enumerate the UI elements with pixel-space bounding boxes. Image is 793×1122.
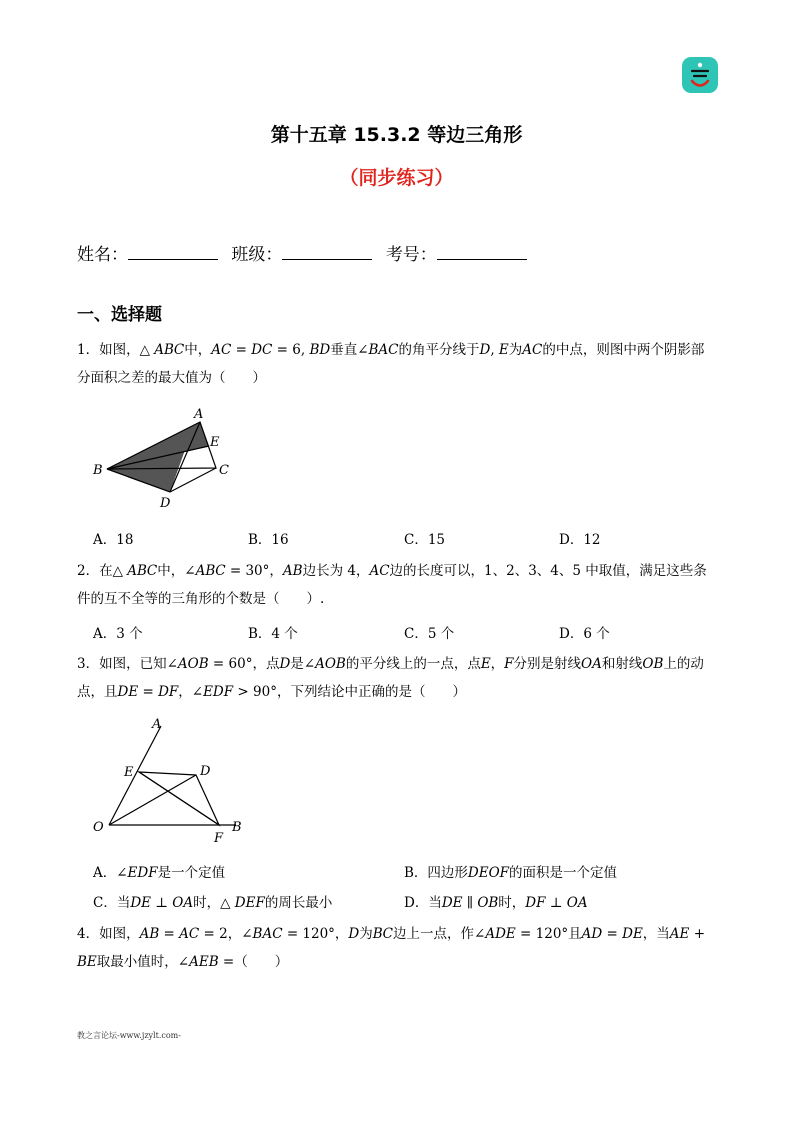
number-blank[interactable] bbox=[437, 245, 527, 260]
class-blank[interactable] bbox=[282, 245, 372, 260]
q3-option-d[interactable]: D．当𝐷𝐸 ∥ 𝑂𝐵时，𝐷𝐹 ⊥ 𝑂𝐴 bbox=[404, 895, 588, 911]
question-2-text: 2．在△ 𝐴𝐵𝐶中，∠𝐴𝐵𝐶 = 30°，𝐴𝐵边长为 4，𝐴𝐶边的长度可以，1、2、3、4、5 中取值，满足这些条件的互不全等的三角形的个数是（ ）. bbox=[77, 563, 707, 607]
q3-option-c[interactable]: C．当𝐷𝐸 ⊥ 𝑂𝐴时，△ 𝐷𝐸𝐹的周长最小 bbox=[93, 895, 333, 911]
q1-option-a[interactable]: A．18 bbox=[93, 532, 134, 548]
page-subtitle: （同步练习） bbox=[339, 167, 454, 189]
q3-option-a[interactable]: A．∠𝐸𝐷𝐹是一个定值 bbox=[93, 865, 226, 881]
figure-label: E bbox=[124, 765, 134, 780]
q1-option-c[interactable]: C．15 bbox=[404, 532, 446, 548]
section-title: 一、选择题 bbox=[77, 305, 162, 325]
figure-label: A bbox=[194, 407, 204, 422]
q1-option-b[interactable]: B．16 bbox=[248, 532, 289, 548]
figure-label: F bbox=[214, 831, 224, 846]
question-3-figure bbox=[90, 712, 260, 851]
q1-option-d[interactable]: D．12 bbox=[559, 532, 601, 548]
figure-label: B bbox=[93, 463, 103, 478]
page-title: 第十五章 15.3.2 等边三角形 bbox=[270, 124, 523, 146]
question-4-text: 4．如图，𝐴𝐵 = 𝐴𝐶 = 2，∠𝐵𝐴𝐶 = 120°，𝐷为𝐵𝐶边上一点，作∠𝐴𝐷𝐸 = 120°且𝐴𝐷 = 𝐷𝐸，当𝐴𝐸 + 𝐵𝐸取最小值时，∠𝐴𝐸𝐵 =（ ） bbox=[77, 926, 706, 970]
figure-label: D bbox=[160, 496, 171, 511]
figure-label: B bbox=[232, 820, 242, 835]
question-1-figure bbox=[90, 402, 250, 518]
figure-label: O bbox=[93, 820, 104, 835]
figure-label: D bbox=[200, 764, 211, 779]
class-label: 班级： bbox=[231, 245, 283, 265]
student-info bbox=[77, 240, 535, 265]
q2-option-b[interactable]: B．4 个 bbox=[248, 626, 298, 642]
name-blank[interactable] bbox=[128, 245, 218, 260]
figure-label: C bbox=[219, 463, 229, 478]
question-3-text: 3．如图，已知∠𝐴𝑂𝐵 = 60°，点𝐷是∠𝐴𝑂𝐵的平分线上的一点，点𝐸，𝐹分别是射线𝑂𝐴和射线𝑂𝐵上的动点，且𝐷𝐸 = 𝐷𝐹，∠𝐸𝐷𝐹 > 90°，下列结论中正确的是（ ） bbox=[77, 656, 704, 700]
q2-option-d[interactable]: D．6 个 bbox=[559, 626, 610, 642]
q2-option-c[interactable]: C．5 个 bbox=[404, 626, 455, 642]
figure-label: A bbox=[152, 717, 162, 732]
q3-option-b[interactable]: B．四边形𝐷𝐸𝑂𝐹的面积是一个定值 bbox=[404, 865, 618, 881]
page-footer: 教之言论坛-www.jzylt.com- bbox=[77, 1031, 181, 1040]
name-label: 姓名： bbox=[77, 245, 128, 265]
figure-label: E bbox=[210, 435, 220, 450]
q2-option-a[interactable]: A．3 个 bbox=[93, 626, 143, 642]
number-label: 考号： bbox=[385, 245, 437, 265]
site-logo bbox=[682, 57, 718, 93]
question-1-text: 1．如图，△ 𝐴𝐵𝐶中，𝐴𝐶 = 𝐷𝐶 = 6, 𝐵𝐷垂直∠𝐵𝐴𝐶的角平分线于𝐷, 𝐸为𝐴𝐶的中点，则图中两个阴影部分面积之差的最大值为（ ） bbox=[77, 342, 705, 386]
